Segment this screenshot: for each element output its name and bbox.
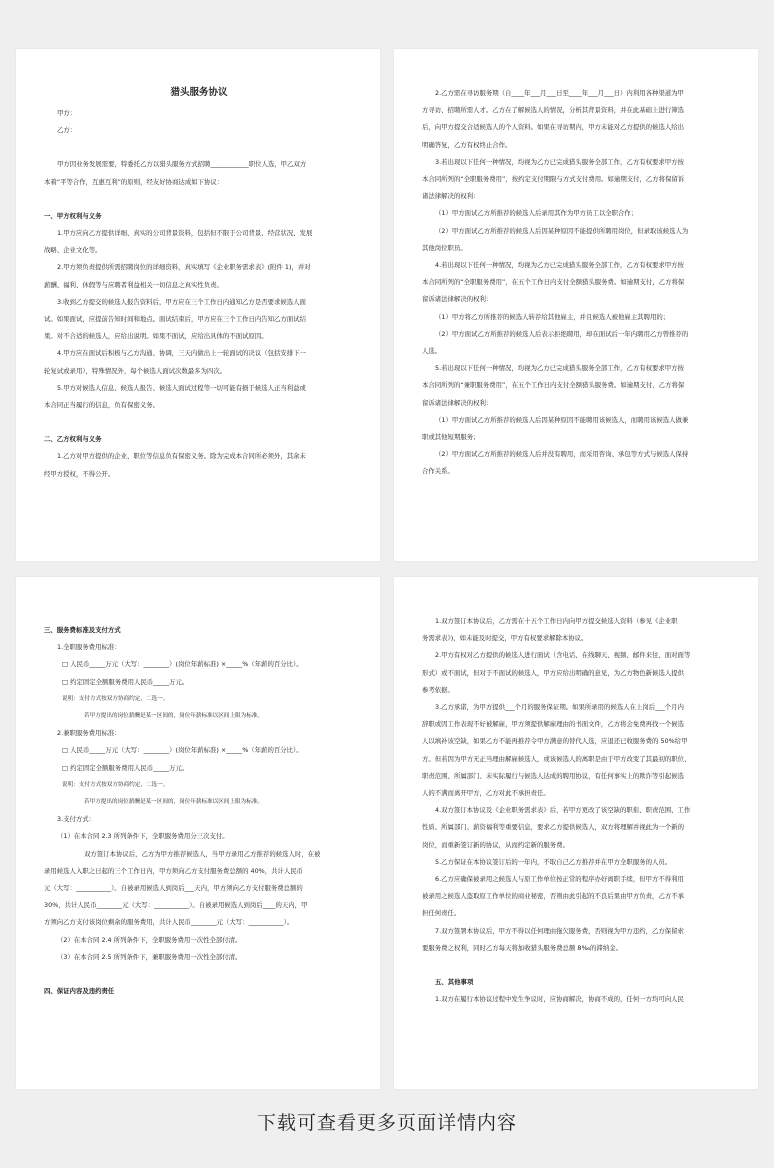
paragraph-line: 2.兼职服务费用标准： — [57, 729, 121, 738]
paragraph-line: 2.甲方有权对乙方提供的候选人进行面试（含电话、在线聊天、视频、邮件来往、面对面等 — [435, 651, 691, 660]
option-line: □ 约定固定全额服务费用人民币_____万元。 — [62, 763, 189, 772]
paragraph-line: 3.若出现以下任何一种情况，均视为乙方已完成猎头服务全部工作，乙方有权要求甲方按 — [435, 157, 684, 166]
paragraph-line: 留诉诸法律解决的权利： — [422, 295, 493, 304]
paragraph-line: 薪酬、福利、休假等与应聘者利益相关一切信息之真实性负责。 — [44, 280, 223, 289]
paragraph-line: 7.双方签署本协议后，甲方不得以任何理由拖欠服务费，否则视为甲方违约，乙方保留索 — [435, 926, 684, 935]
paragraph-line: 3.乙方承诺，为甲方提供___个月的服务保证期。如果所录用的候选人在上岗后___个月内 — [435, 703, 684, 712]
paragraph-line: （1）甲方面试乙方所推荐的候选人后录用其作为甲方员工以全职合作； — [435, 209, 638, 218]
paragraph-line: 辞职或因工作表现不好被解雇，甲方须提供解雇理由的书面文件，乙方将会免费再找一个候选 — [422, 720, 685, 729]
paragraph-line: 双方签订本协议后，乙方为甲方推荐候选人，当甲方录用乙方推荐的候选人时，在被 — [84, 849, 321, 858]
paragraph-line: 经甲方授权，不得公开。 — [44, 469, 115, 478]
paragraph-line: 5.乙方保证在本协议签订后的一年内，不取自己乙方推荐并在甲方全职服务的人员。 — [435, 857, 672, 866]
paragraph-line: 4.双方签订本协议及《企业职务需求表》后，若甲方更改了该空缺的职衔、职责范围、工作 — [435, 806, 691, 815]
document-page-4 — [394, 577, 758, 1089]
document-page-3 — [16, 577, 380, 1089]
option-line: □ 人民币_____万元（大写：________）(岗位年薪标准) ×_____%（年薪的百分比）。 — [62, 746, 303, 755]
paragraph-line: 元（大写：___________）。自被录用候选人到岗后___天内，甲方须向乙方支付服务费总额的 — [44, 884, 303, 893]
paragraph-line: 合作关系。 — [422, 467, 454, 476]
paragraph-line: 诸法律解决的权利： — [422, 192, 480, 201]
section-heading: 三、服务费标准及支付方式 — [44, 626, 121, 634]
paragraph-line: 4.甲方应在面试后积极与乙方沟通、协调，三天内做出上一轮面试的决议（包括安排下一 — [57, 349, 306, 358]
paragraph-line: （1）在本合同 2.3 所列条件下，全职服务费用分三次支付。 — [57, 832, 229, 841]
paragraph-line: 明确答复，乙方有权终止合作。 — [422, 140, 512, 149]
paragraph-line: 5.若出现以下任何一种情况，均视为乙方已完成猎头服务全部工作，乙方有权要求甲方按 — [435, 364, 684, 373]
intro-line: 甲方因业务发展需要，特委托乙方以猎头服务方式招聘____________职位人选，甲乙双方 — [57, 160, 307, 169]
paragraph-line: 方寻访、招聘所需人才。乙方在了解候选人的情况，分析其背景资料，并在此基础上进行筛选 — [422, 106, 685, 115]
paragraph-line: 人的不满而离开甲方，乙方对此不承担责任。 — [422, 789, 550, 798]
paragraph-line: 录用候选人入职之日起的三个工作日内，甲方须向乙方支付服务费总额的 40%，共计人民币 — [44, 866, 304, 875]
paragraph-line: 2.乙方需在寻访服务期（自____年___月___日至____年___月___日）内利用各种渠道为甲 — [435, 89, 684, 97]
paragraph-line: 2.甲方须负责提供所需招聘岗位的详细资料，真实填写《企业职务需求表》(附件 1)，并对 — [57, 263, 311, 272]
paragraph-line: 要服务费之权利，同时乙方每天将加收猎头服务费总额 8‰的滞纳金。 — [422, 943, 622, 952]
paragraph-line: 3.支付方式： — [57, 815, 96, 824]
paragraph-line: 6.乙方应确保被录用之候选人与原工作单位按正常的程序办好离职手续，但甲方不得利用 — [435, 875, 684, 884]
note-line: 说明：支付方式按双方协商约定，二选一。 — [62, 695, 169, 702]
note-line: 说明：支付方式按双方协商约定，二选一。 — [62, 781, 169, 788]
paragraph-line: 1.甲方应向乙方提供详细、真实的公司背景资料，包括但不限于公司背景、经营状况、发展 — [57, 229, 313, 238]
paragraph-line: （3）在本合同 2.5 所列条件下，兼职服务费用一次性全部付清。 — [57, 952, 242, 961]
paragraph-line: 其他岗位职员。 — [422, 243, 467, 252]
section-heading: 四、保证内容及违约责任 — [44, 987, 115, 996]
paragraph-line: 形式）或不面试，但对于不面试的候选人，甲方应给出明确的意见，为乙方物色新候选人提供 — [422, 668, 685, 677]
paragraph-line: 30%，共计人民币________元（大写：___________）。自被录用候选人到岗后____的天内，甲 — [44, 901, 308, 910]
option-line: □ 人民币_____万元（大写：________）(岗位年薪标准) ×_____%（年薪的百分比）。 — [62, 660, 303, 669]
paragraph-line: 方须向乙方支付该岗位剩余的服务费用，共计人民币________元（大写：___________）。 — [44, 918, 294, 927]
paragraph-line: 本合同所列的“全职服务费用”，在五个工作日内支付全额猎头服务费。如逾期支付，乙方将保 — [422, 278, 685, 287]
section-heading: 二、乙方权利与义务 — [44, 435, 102, 444]
paragraph-line: 3.收到乙方提交的候选人报告资料后，甲方应在三个工作日内通知乙方是否要求候选人面 — [57, 297, 306, 306]
option-line: □ 约定固定全额服务费用人民币_____万元。 — [62, 677, 189, 686]
paragraph-line: 1.双方签订本协议后，乙方需在十五个工作日内向甲方提交候选人资料（参见《企业职 — [435, 617, 678, 625]
paragraph-line: （2）甲方面试乙方所推荐的候选人后因某种原因不能提供所聘用岗位，但录取该候选人为 — [435, 226, 689, 235]
paragraph-line: 性质、所属部门、薪资福利等重要信息，要求乙方提供候选人，双方将理解并视此为一个新的 — [422, 823, 685, 832]
download-more-caption: 下载可查看更多页面详情内容 — [256, 1112, 517, 1134]
paragraph-line: 岗位，而重新签订新的协议，从而约定新的服务费。 — [422, 840, 569, 849]
section-heading: 五、其他事项 — [435, 978, 474, 987]
document-page-1 — [16, 49, 380, 561]
paragraph-line: 1.全职服务费用标准： — [57, 643, 121, 652]
paragraph-line: 担任何责任。 — [422, 909, 461, 918]
paragraph-line: 本合同正当履行的信息，负有保密义务。 — [44, 401, 160, 410]
paragraph-line: （2）甲方面试乙方所推荐的候选人后并没有聘用，而采用咨询、承包等方式与候选人保持 — [435, 450, 689, 459]
paragraph-line: 职责范围、所属部门、未实际履行与候选人达成的聘用协议，有任何事实上的欺诈等引起候选 — [422, 771, 685, 780]
document-title: 猎头服务协议 — [170, 87, 228, 98]
paragraph-line: （1）甲方面试乙方所推荐的候选人后因某种原因不能聘用该候选人，而聘用该候选人做兼 — [435, 415, 689, 424]
section-heading: 一、甲方权利与义务 — [44, 211, 102, 220]
intro-line: 本着“平等合作，互惠互利”的原则，经友好协商达成如下协议： — [44, 177, 224, 186]
paragraph-line: 战略、企业文化等。 — [44, 246, 102, 255]
paragraph-line: 参考依据。 — [422, 685, 454, 694]
note-line: 若甲方提出的岗位薪酬是某一区间的，岗位年薪标准以区间上限为标准。 — [84, 713, 264, 720]
paragraph-line: 5.甲方对候选人信息、候选人报告、候选人面试过程等一切可能有损于候选人正当利益或 — [57, 383, 306, 392]
paragraph-line: 被录用之候选人盗取原工作单位的商业秘密，否则由此引起的不良后果由甲方负责，乙方不承 — [422, 892, 685, 901]
paragraph-line: （1）甲方将乙方所推荐的候选人转荐给其他雇主，并且候选人被他雇主其聘用的； — [435, 312, 670, 321]
paragraph-line: 1.乙方对甲方提供的企业、职位等信息负有保密义务。除为完成本合同所必须外，其余未 — [57, 452, 306, 461]
paragraph-line: 本合同所列的“兼职服务费用”，在五个工作日内支付全额猎头服务费。如逾期支付，乙方将保 — [422, 381, 685, 390]
paragraph-line: 试。如果面试，应提前告知时间和地点。面试结束后，甲方应在三个工作日内告知乙方面试结 — [44, 315, 307, 324]
paragraph-line: 1.双方在履行本协议过程中发生争议时，应协商解决，协商不成的，任何一方均可向人民 — [435, 995, 684, 1004]
note-line: 若甲方提出的岗位薪酬是某一区间的，岗位年薪标准以区间上限为标准。 — [84, 799, 264, 806]
paragraph-line: 4.若出现以下任何一种情况，均视为乙方已完成猎头服务全部工作，乙方有权要求甲方按 — [435, 261, 684, 270]
paragraph-line: （2）在本合同 2.4 所列条件下，全职服务费用一次性全部付清。 — [57, 935, 242, 944]
paragraph-line: 本合同所列的“全职服务费用”，按约定支付期限与方式支付费用。如逾期支付，乙方将保留诉 — [422, 175, 685, 184]
paragraph-line: 人选。 — [422, 347, 442, 356]
paragraph-line: 轮复试或录用），特殊情况外，每个候选人面试次数最多为四次。 — [44, 366, 227, 375]
paragraph-line: 果。对不合适的候选人，应给出说明。如果不面试，应给出具体的不面试原因。 — [44, 332, 268, 341]
paragraph-line: 职或其他短期服务； — [422, 433, 480, 442]
paragraph-line: 后，向甲方提交合适候选人的个人资料。如果在寻访期内，甲方未能对乙方提供的候选人给出 — [422, 123, 685, 132]
paragraph-line: 留诉诸法律解决的权利： — [422, 398, 493, 407]
party-a-label: 甲方： — [57, 109, 77, 117]
paragraph-line: 务需求表》)，如未能及时提交，甲方有权要求解除本协议。 — [422, 634, 588, 643]
paragraph-line: 人以填补该空缺，如果乙方不能再推荐令甲方满意的替代人选，应退还已收服务费的 50%给甲 — [422, 737, 688, 746]
paragraph-line: （2）甲方面试乙方所推荐的候选人后表示拒绝聘用，却在面试后一年内聘用乙方曾推荐的 — [435, 329, 689, 338]
party-b-label: 乙方： — [57, 126, 77, 135]
document-page-2 — [394, 49, 758, 561]
paragraph-line: 方。但若因为甲方无正当理由解雇候选人，或该候选人的离职是由于甲方改变了其最初的职位、 — [422, 754, 691, 763]
